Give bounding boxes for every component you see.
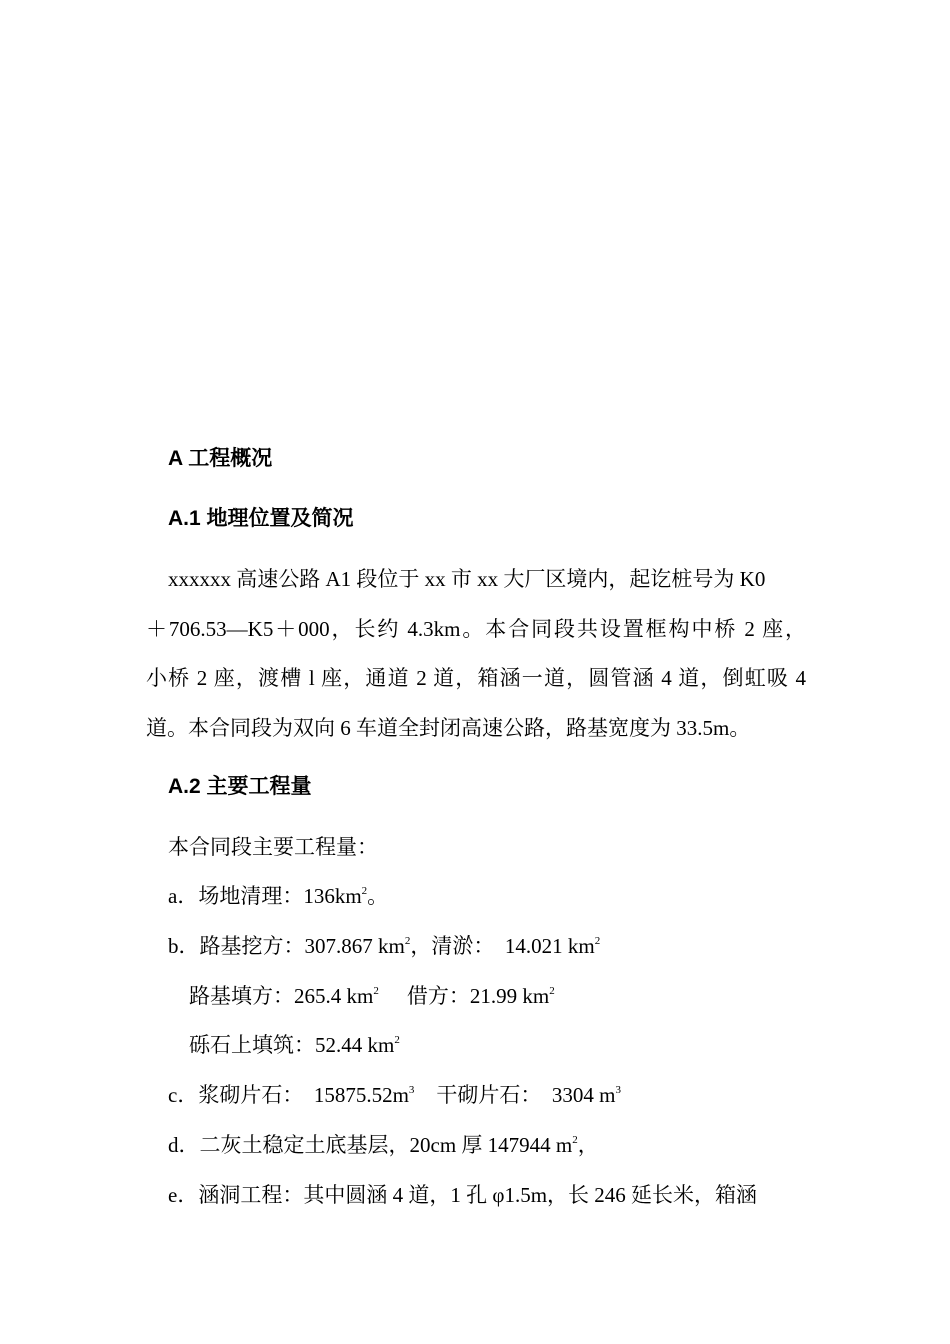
item-d-subbase: d．二灰土稳定土底基层，20cm 厚 147944 $m^2$， (168, 1133, 599, 1157)
a1-paragraph-line-3: 小桥 2 座，渡槽 l 座，通道 2 道，箱涵一道，圆管涵 4 道，倒虹吸 4 (146, 666, 806, 690)
a2-intro: 本合同段主要工程量： (168, 835, 378, 859)
item-b-fill: 路基填方：265.4 $km^2$ 借方：21.99 $km^2$ (189, 984, 555, 1008)
a1-paragraph-line-2: ＋706.53—K5＋000，长约 4.3km。本合同段共设置框构中桥 2 座， (146, 617, 806, 641)
item-a-site-clearing: a．场地清理：$136km^2$。 (168, 884, 389, 908)
item-b-gravel-fill: 砾石上填筑：52.44 $km^2$ (189, 1033, 400, 1057)
item-e-culverts: e．涵洞工程：其中圆涵 4 道，1 孔 φ1.5m，长 246 延长米，箱涵 (168, 1183, 758, 1207)
section-a-heading: A 工程概况 (168, 447, 273, 470)
a1-paragraph-line-1: xxxxxx 高速公路 A1 段位于 xx 市 xx 大厂区境内，起讫桩号为 K0 (168, 567, 766, 591)
section-a2-heading: A.2 主要工程量 (168, 775, 312, 798)
item-b-excavation: b．路基挖方：307.867 $km^2$，清淤： 14.021 $km^2$ (168, 934, 601, 958)
a1-paragraph-line-4: 道。本合同段为双向 6 车道全封闭高速公路，路基宽度为 33.5m。 (146, 716, 751, 740)
item-c-masonry: c．浆砌片石： $15875.52m^3$ 干砌片石： 3304 $m^3$ (168, 1083, 621, 1107)
section-a1-heading: A.1 地理位置及简况 (168, 507, 354, 530)
